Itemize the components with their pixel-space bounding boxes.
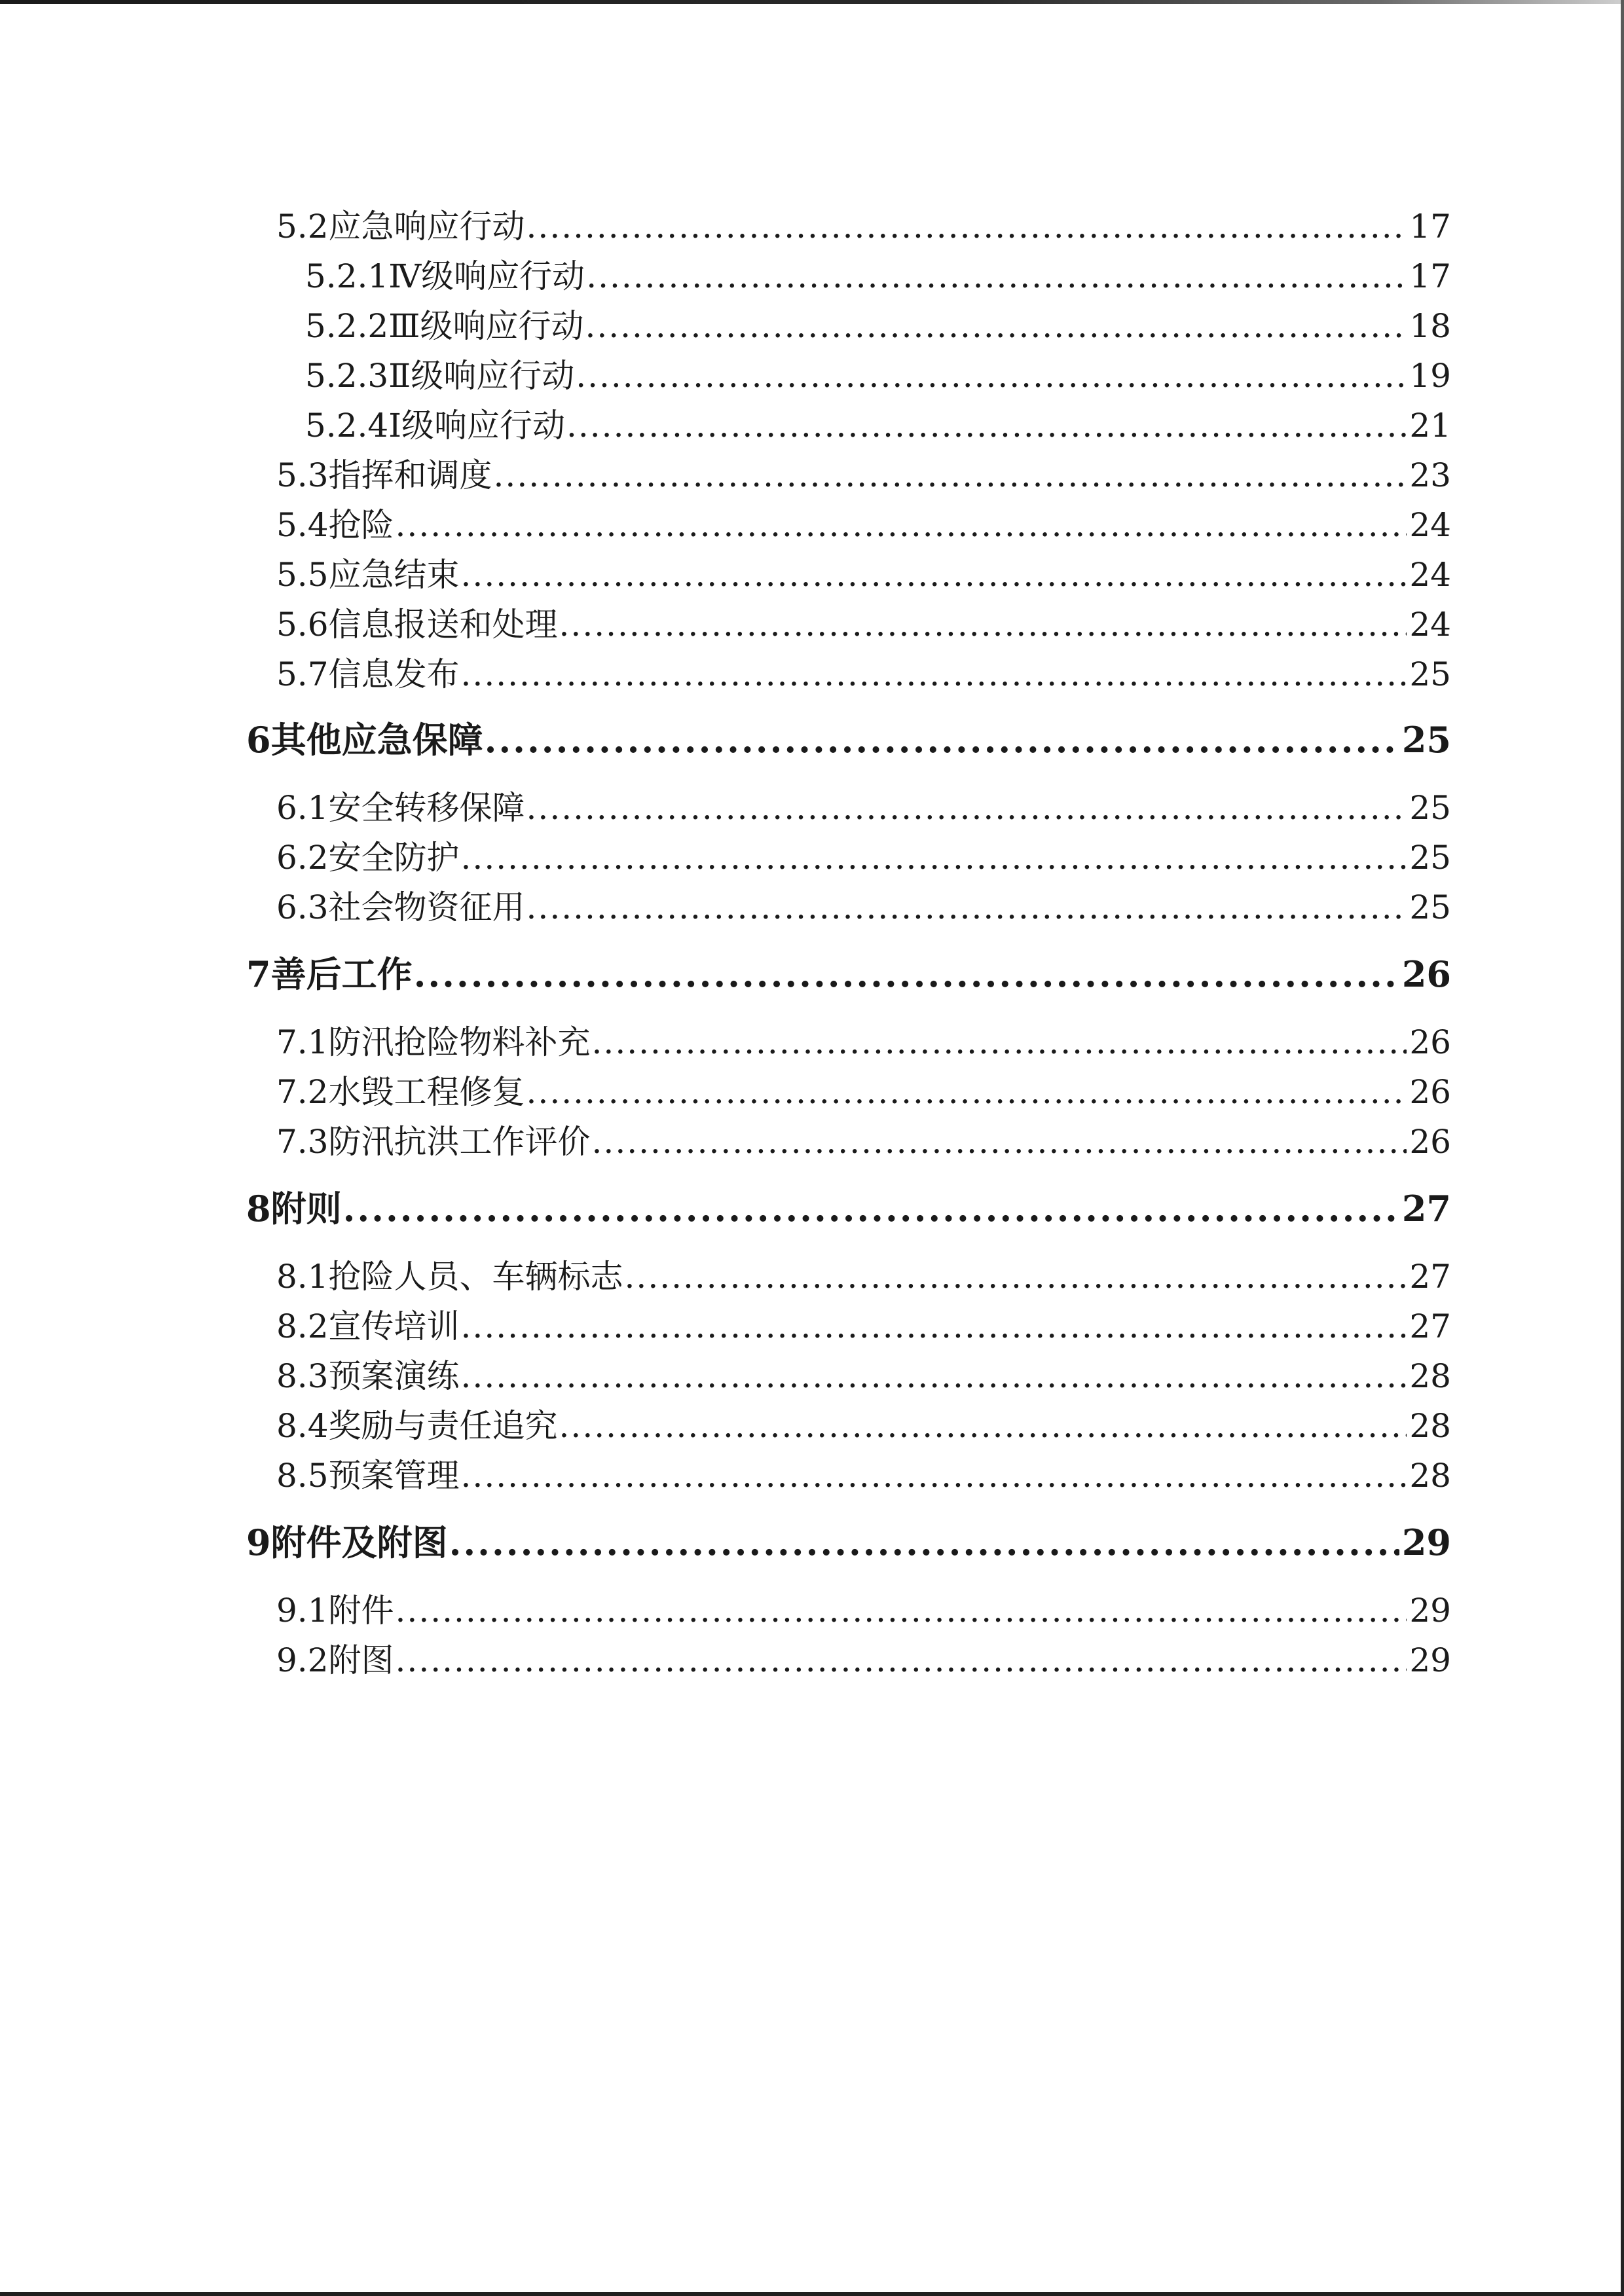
toc-entry-number: 8.5 <box>276 1457 329 1495</box>
toc-entry-number: 9.2 <box>276 1641 329 1679</box>
toc-entry-number: 5.2.2 <box>305 307 389 345</box>
toc-chapter-number: 7 <box>246 953 271 995</box>
toc-dot-leader <box>576 357 1407 395</box>
toc-chapter-title: 善后工作 <box>270 953 413 995</box>
toc-chapter-title: 附件及附图 <box>270 1522 448 1563</box>
toc-entry-number: 5.4 <box>276 506 329 544</box>
toc-entry-7-1[interactable] <box>276 1016 1451 1063</box>
toc-entry-title: 宣传培训 <box>328 1307 460 1345</box>
toc-entry-number: 5.2.3 <box>305 357 389 395</box>
toc-entry-5-5[interactable] <box>276 549 1451 596</box>
toc-dot-leader <box>586 257 1407 295</box>
toc-chapter-number: 8 <box>246 1188 271 1230</box>
toc-chapter-number: 6 <box>246 719 271 761</box>
toc-entry-title: 信息发布 <box>328 655 460 693</box>
toc-dot-leader <box>414 953 1399 995</box>
toc-entry-number: 5.6 <box>276 606 329 644</box>
toc-dot-leader <box>592 1123 1407 1161</box>
toc-dot-leader <box>526 789 1407 827</box>
toc-dot-leader <box>625 1258 1407 1296</box>
toc-dot-leader <box>396 506 1407 544</box>
toc-entry-number: 7.3 <box>276 1123 329 1161</box>
toc-dot-leader <box>494 456 1407 494</box>
toc-chapter-title: 其他应急保障 <box>270 719 483 761</box>
toc-entry-title: 安全转移保障 <box>328 789 525 827</box>
toc-entry-title: 安全防护 <box>328 839 460 877</box>
toc-entry-page: 23 <box>1409 456 1451 494</box>
toc-entry-5-2-1[interactable] <box>305 250 1451 297</box>
toc-entry-8-1[interactable] <box>276 1250 1451 1298</box>
toc-chapter-7[interactable] <box>246 947 1451 997</box>
toc-entry-page: 26 <box>1409 1073 1451 1111</box>
toc-entry-page: 28 <box>1409 1457 1451 1495</box>
toc-entry-title: 信息报送和处理 <box>328 606 558 644</box>
toc-dot-leader <box>461 1307 1407 1345</box>
toc-chapter-title: 附则 <box>270 1188 342 1230</box>
toc-entry-page: 28 <box>1409 1407 1451 1445</box>
toc-entry-8-5[interactable] <box>276 1449 1451 1497</box>
toc-entry-page: 25 <box>1409 839 1451 877</box>
toc-chapter-page: 27 <box>1401 1188 1451 1230</box>
toc-dot-leader <box>396 1641 1407 1679</box>
toc-dot-leader <box>461 839 1407 877</box>
toc-entry-number: 8.4 <box>276 1407 329 1445</box>
toc-entry-5-3[interactable] <box>276 449 1451 496</box>
toc-entry-page: 25 <box>1409 789 1451 827</box>
toc-entry-number: 9.1 <box>276 1592 329 1630</box>
toc-entry-5-2-4[interactable] <box>305 399 1451 446</box>
toc-chapter-9[interactable] <box>246 1515 1451 1565</box>
toc-entry-number: 5.5 <box>276 556 329 594</box>
toc-entry-title: 水毁工程修复 <box>328 1073 525 1111</box>
toc-entry-title: 应急响应行动 <box>328 208 525 246</box>
toc-entry-title: 防汛抗洪工作评价 <box>328 1123 591 1161</box>
toc-dot-leader <box>526 888 1407 926</box>
toc-dot-leader <box>559 1407 1407 1445</box>
toc-entry-title: 附图 <box>328 1641 394 1679</box>
toc-entry-number: 8.2 <box>276 1307 329 1345</box>
toc-entry-page: 17 <box>1409 257 1451 295</box>
toc-dot-leader <box>343 1188 1399 1230</box>
toc-dot-leader <box>461 1357 1407 1395</box>
toc-entry-page: 19 <box>1409 357 1451 395</box>
toc-entry-page: 29 <box>1409 1641 1451 1679</box>
toc-chapter-page: 26 <box>1401 953 1451 995</box>
toc-entry-title: Ⅲ级响应行动 <box>388 307 584 345</box>
toc-entry-page: 26 <box>1409 1123 1451 1161</box>
toc-entry-title: 预案管理 <box>328 1457 460 1495</box>
toc-entry-page: 28 <box>1409 1357 1451 1395</box>
toc-chapter-6[interactable] <box>246 712 1451 763</box>
toc-entry-title: 抢险 <box>328 506 394 544</box>
toc-entry-title: 奖励与责任追究 <box>328 1407 558 1445</box>
toc-entry-9-2[interactable] <box>276 1634 1451 1681</box>
toc-entry-5-7[interactable] <box>276 648 1451 695</box>
toc-entry-title: Ⅰ级响应行动 <box>388 407 565 445</box>
toc-entry-5-4[interactable] <box>276 499 1451 546</box>
toc-entry-title: 指挥和调度 <box>328 456 492 494</box>
toc-entry-title: Ⅳ级响应行动 <box>388 257 585 295</box>
toc-entry-number: 6.1 <box>276 789 329 827</box>
toc-dot-leader <box>449 1522 1399 1563</box>
toc-dot-leader <box>559 606 1407 644</box>
toc-dot-leader <box>526 208 1407 246</box>
toc-entry-title: 抢险人员、车辆标志 <box>328 1258 623 1296</box>
toc-entry-number: 7.2 <box>276 1073 329 1111</box>
toc-entry-number: 5.7 <box>276 655 329 693</box>
toc-entry-6-2[interactable] <box>276 831 1451 879</box>
toc-dot-leader <box>485 719 1399 761</box>
toc-entry-page: 24 <box>1409 556 1451 594</box>
toc-dot-leader <box>461 1457 1407 1495</box>
toc-chapter-page: 25 <box>1401 719 1451 761</box>
toc-entry-6-1[interactable] <box>276 782 1451 829</box>
toc-entry-5-6[interactable] <box>276 598 1451 646</box>
toc-entry-8-2[interactable] <box>276 1300 1451 1347</box>
toc-entry-title: 防汛抢险物料补充 <box>328 1023 591 1061</box>
toc-entry-page: 18 <box>1409 307 1451 345</box>
toc-dot-leader <box>461 556 1407 594</box>
toc-entry-7-2[interactable] <box>276 1066 1451 1113</box>
toc-chapter-8[interactable] <box>246 1181 1451 1231</box>
toc-entry-title: 应急结束 <box>328 556 460 594</box>
toc-entry-page: 25 <box>1409 655 1451 693</box>
toc-entry-page: 29 <box>1409 1592 1451 1630</box>
toc-entry-6-3[interactable] <box>276 881 1451 928</box>
toc-entry-5-2-2[interactable] <box>305 300 1451 347</box>
toc-entry-number: 5.3 <box>276 456 329 494</box>
toc-chapter-page: 29 <box>1401 1522 1451 1563</box>
toc-entry-5-2-3[interactable] <box>305 350 1451 397</box>
toc-dot-leader <box>526 1073 1407 1111</box>
toc-entry-8-4[interactable] <box>276 1400 1451 1447</box>
toc-entry-page: 21 <box>1409 407 1451 445</box>
toc-entry-page: 26 <box>1409 1023 1451 1061</box>
toc-dot-leader <box>566 407 1407 445</box>
toc-entry-7-3[interactable] <box>276 1116 1451 1163</box>
toc-entry-title: 附件 <box>328 1592 394 1630</box>
toc-entry-title: 社会物资征用 <box>328 888 525 926</box>
toc-entry-page: 27 <box>1409 1258 1451 1296</box>
toc-entry-number: 5.2.4 <box>305 407 389 445</box>
toc-entry-number: 8.3 <box>276 1357 329 1395</box>
toc-entry-number: 6.3 <box>276 888 329 926</box>
toc-dot-leader <box>592 1023 1407 1061</box>
toc-entry-title: Ⅱ级响应行动 <box>388 357 575 395</box>
toc-entry-9-1[interactable] <box>276 1584 1451 1631</box>
toc-entry-5-2[interactable] <box>276 200 1451 247</box>
toc-entry-number: 6.2 <box>276 839 329 877</box>
toc-entry-number: 5.2.1 <box>305 257 389 295</box>
toc-dot-leader <box>585 307 1407 345</box>
toc-entry-page: 24 <box>1409 606 1451 644</box>
toc-chapter-number: 9 <box>246 1522 271 1563</box>
toc-dot-leader <box>461 655 1407 693</box>
toc-entry-page: 17 <box>1409 208 1451 246</box>
toc-entry-page: 24 <box>1409 506 1451 544</box>
toc-entry-number: 7.1 <box>276 1023 329 1061</box>
toc-entry-page: 27 <box>1409 1307 1451 1345</box>
toc-entry-title: 预案演练 <box>328 1357 460 1395</box>
toc-dot-leader <box>396 1592 1407 1630</box>
toc-entry-8-3[interactable] <box>276 1350 1451 1397</box>
toc-entry-page: 25 <box>1409 888 1451 926</box>
toc-entry-number: 5.2 <box>276 208 329 246</box>
toc-entry-number: 8.1 <box>276 1258 329 1296</box>
